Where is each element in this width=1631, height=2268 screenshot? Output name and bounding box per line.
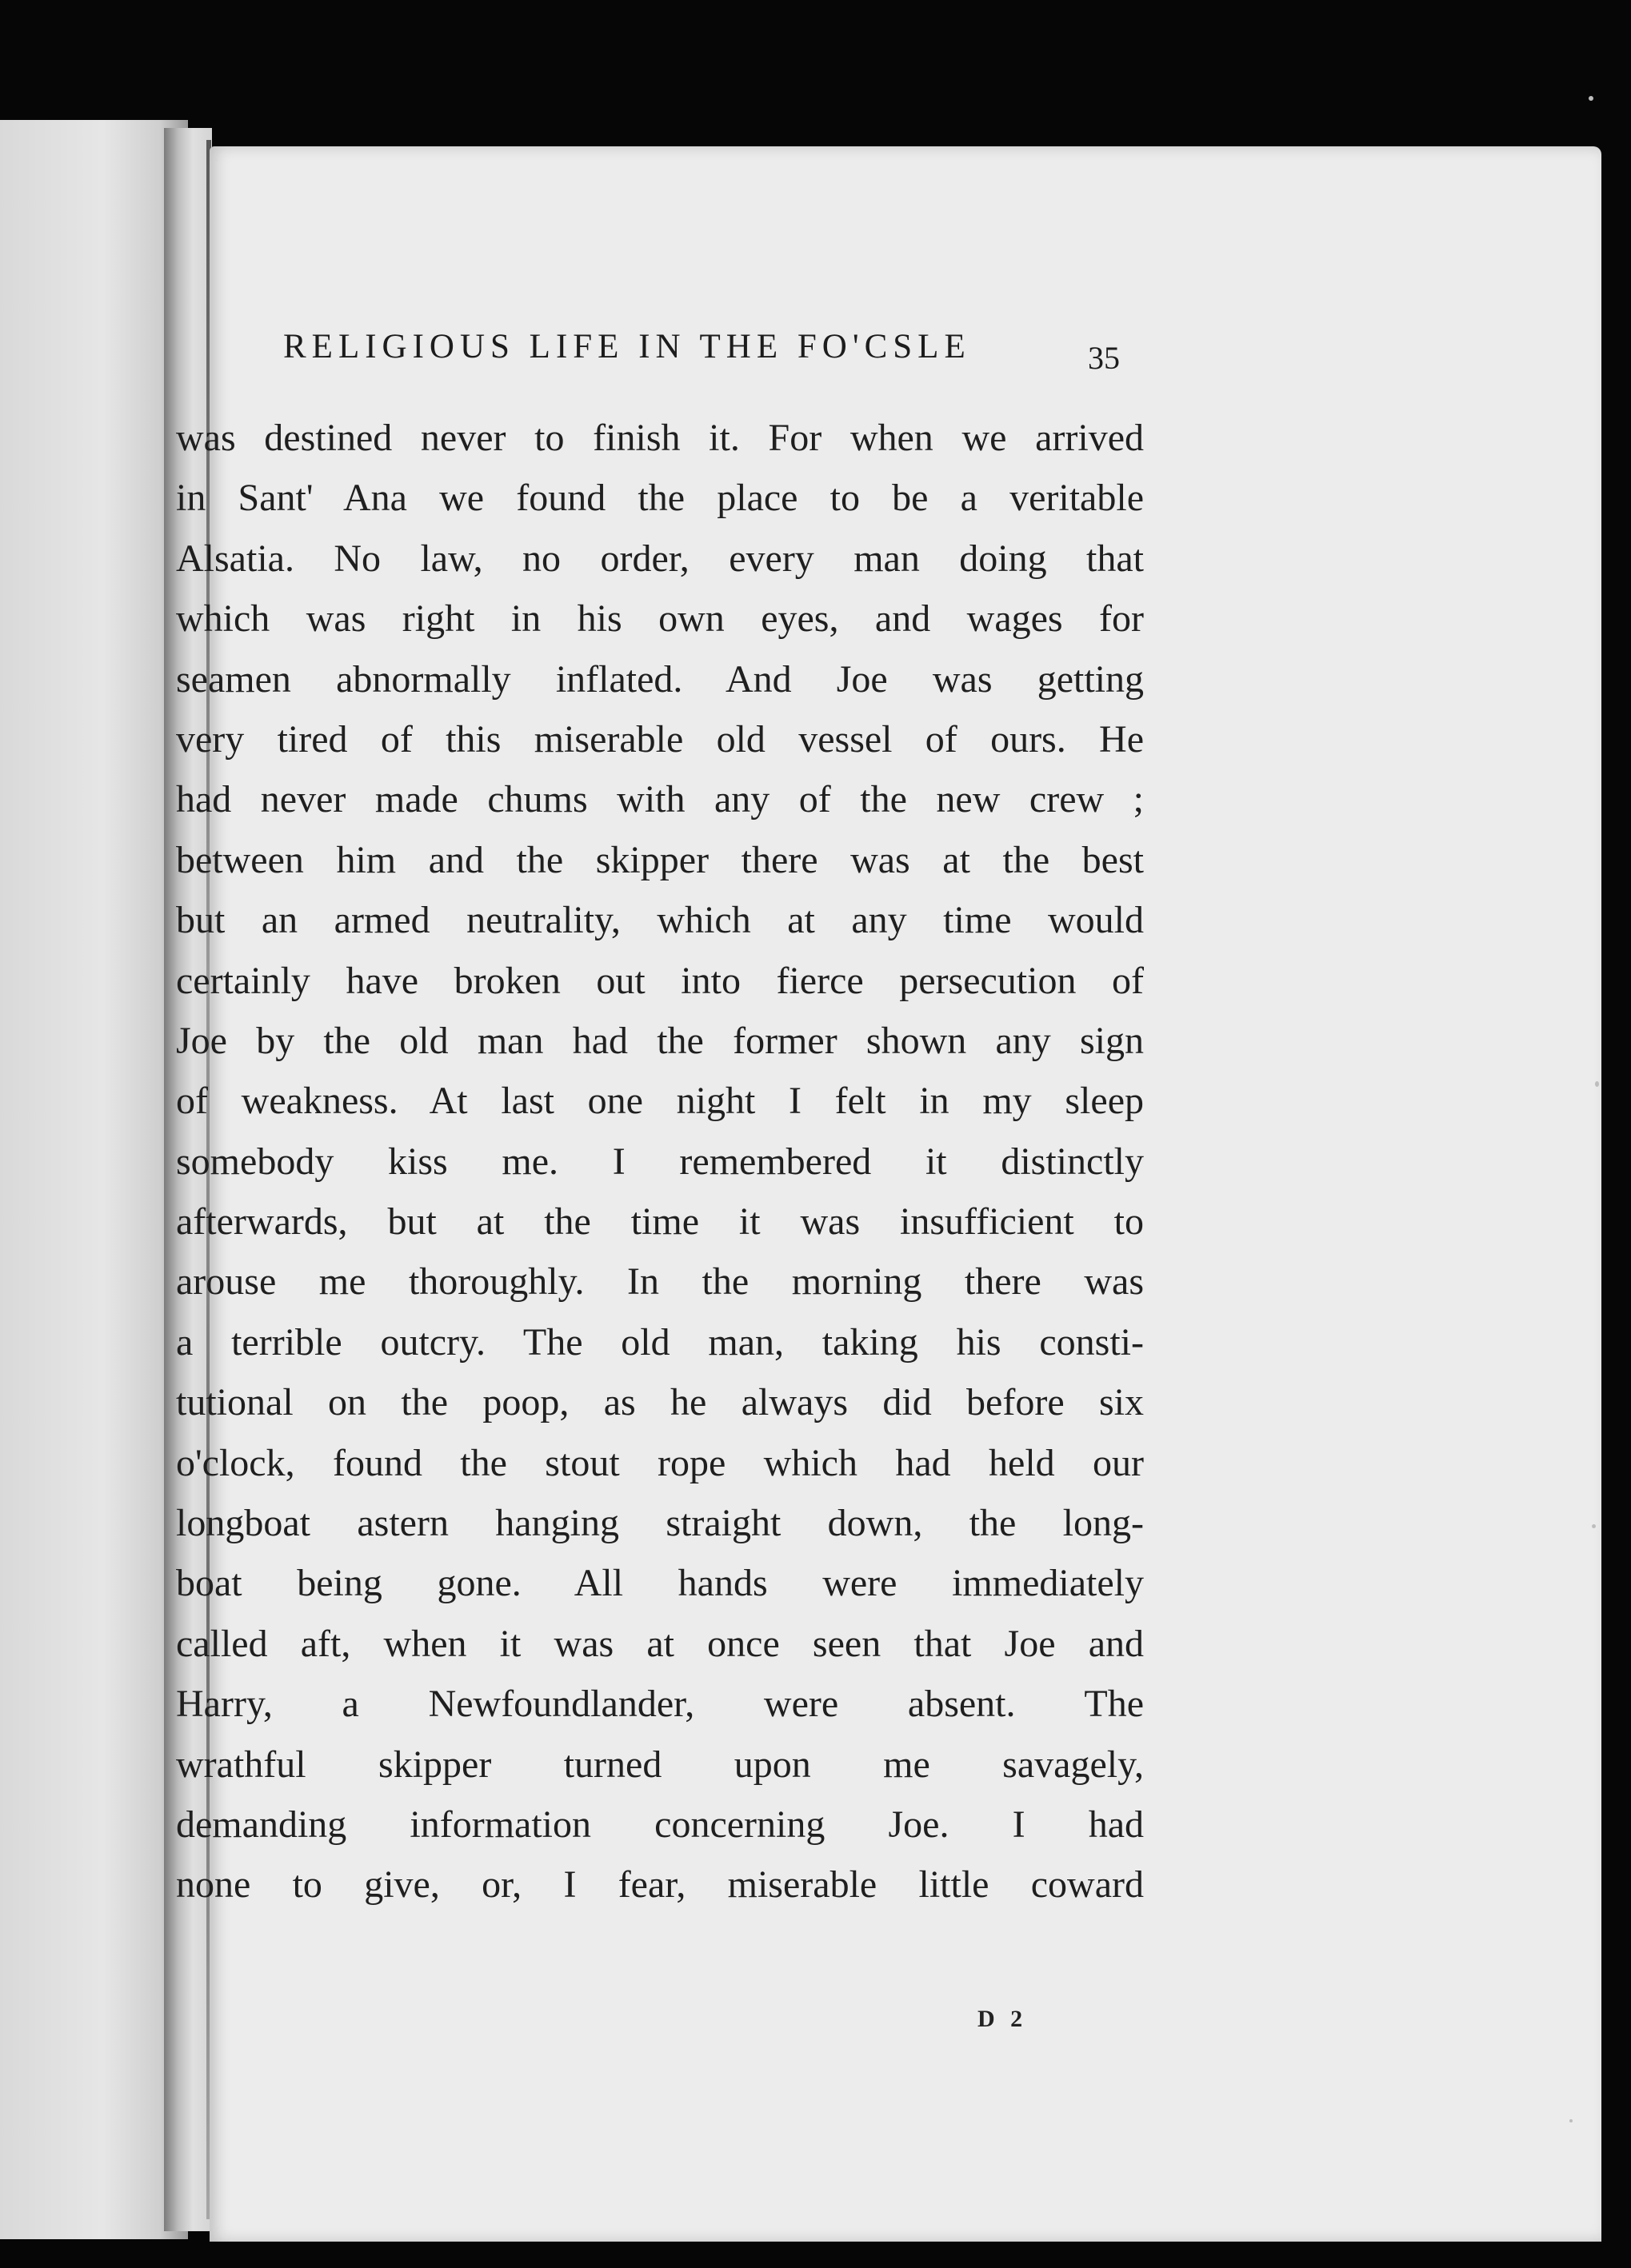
- body-line: arouse me thoroughly. In the morning there was: [176, 1260, 1144, 1304]
- body-line: between him and the skipper there was at the best: [176, 838, 1144, 881]
- facing-page-edge: [0, 120, 188, 2239]
- body-line: none to give, or, I fear, miserable little coward: [176, 1863, 1144, 1907]
- body-line: seamen abnormally inflated. And Joe was getting: [176, 657, 1144, 701]
- body-line: Joe by the old man had the former shown any sign: [176, 1019, 1144, 1062]
- body-line: wrathful skipper turned upon me savagely,: [176, 1743, 1144, 1786]
- body-line: o'clock, found the stout rope which had held our: [176, 1441, 1144, 1484]
- body-line: called aft, when it was at once seen that Joe and: [176, 1622, 1144, 1665]
- body-line: had never made chums with any of the new crew ;: [176, 778, 1144, 821]
- body-line: Alsatia. No law, no order, every man doing that: [176, 537, 1144, 580]
- body-line: afterwards, but at the time it was insufficient to: [176, 1200, 1144, 1244]
- signature-mark: D 2: [977, 2006, 1028, 2032]
- body-line: very tired of this miserable old vessel of ours. He: [176, 717, 1144, 761]
- body-line: certainly have broken out into fierce persecution of: [176, 959, 1144, 1002]
- dust-speck: [1592, 1524, 1596, 1528]
- dust-speck: [1569, 2119, 1573, 2122]
- body-line: longboat astern hanging straight down, the long-: [176, 1502, 1144, 1545]
- body-line: somebody kiss me. I remembered it distinctly: [176, 1140, 1144, 1183]
- body-line: tutional on the poop, as he always did before six: [176, 1381, 1144, 1424]
- body-line: demanding information concerning Joe. I had: [176, 1803, 1144, 1846]
- body-line: a terrible outcry. The old man, taking his consti-: [176, 1320, 1144, 1364]
- body-line: boat being gone. All hands were immediately: [176, 1562, 1144, 1605]
- body-text: [176, 408, 1144, 1915]
- dust-speck: [1589, 96, 1593, 101]
- dust-speck: [1595, 1081, 1599, 1087]
- body-line: which was right in his own eyes, and wages for: [176, 597, 1144, 641]
- running-title: RELIGIOUS LIFE IN THE FO'CSLE: [283, 328, 971, 365]
- page-number: 35: [1088, 340, 1120, 376]
- body-line: was destined never to finish it. For when we arrived: [176, 417, 1144, 459]
- running-head: [0, 323, 1631, 376]
- body-line: of weakness. At last one night I felt in my sleep: [176, 1080, 1144, 1123]
- body-line: in Sant' Ana we found the place to be a veritable: [176, 477, 1144, 520]
- body-line: but an armed neutrality, which at any time would: [176, 899, 1144, 942]
- body-line: Harry, a Newfoundlander, were absent. The: [176, 1683, 1144, 1726]
